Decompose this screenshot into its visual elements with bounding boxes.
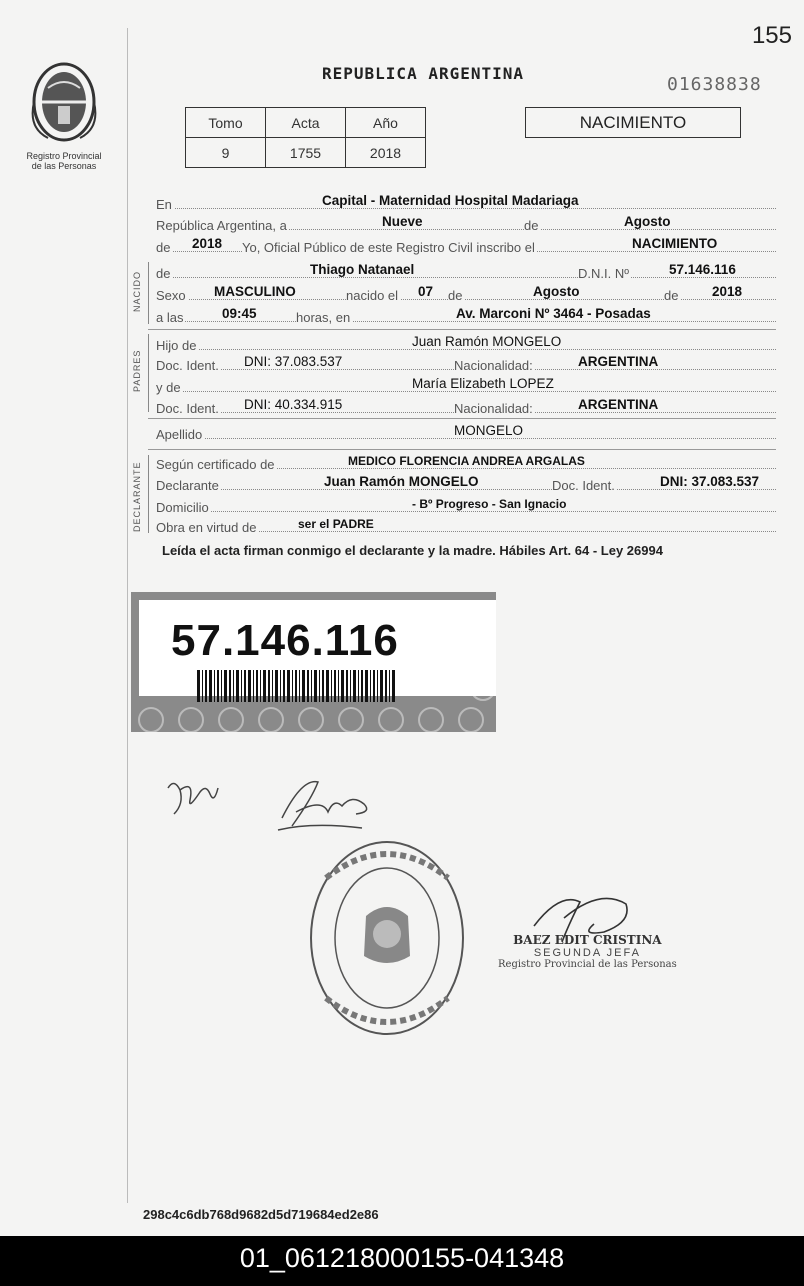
label-obra: Obra en virtud de — [156, 520, 257, 535]
declarant-signature — [160, 770, 230, 830]
side-label-nacido: NACIDO — [132, 270, 142, 312]
id-barcode-sticker — [131, 592, 496, 732]
line-time — [156, 307, 776, 325]
registry-logo — [22, 58, 106, 171]
label-declarante: Declarante — [156, 478, 219, 493]
table-header-anio: Año — [346, 108, 426, 138]
document-hash: 298c4c6db768d9682d5d719684ed2e86 — [143, 1207, 379, 1222]
birth-month: Agosto — [533, 284, 580, 299]
line-sex — [156, 285, 776, 303]
label-hijo-de: Hijo de — [156, 338, 197, 353]
child-dni: 57.146.116 — [669, 262, 736, 277]
table-value-row — [186, 138, 426, 168]
inscribed-act: NACIMIENTO — [632, 236, 718, 251]
father-nationality: ARGENTINA — [578, 354, 659, 369]
label-republica: República Argentina, a — [156, 218, 287, 233]
label-en: En — [156, 197, 172, 212]
label-de-month: de — [664, 288, 679, 303]
label-nacionalidad-father: Nacionalidad: — [454, 358, 533, 373]
label-domicilio: Domicilio — [156, 500, 209, 515]
birth-address: Av. Marconi Nº 3464 - Posadas — [456, 306, 651, 321]
line-surname — [156, 424, 776, 442]
serial-number: 01638838 — [667, 74, 762, 95]
declarant-domicile: - Bº Progreso - San Ignacio — [412, 497, 567, 511]
mother-nationality: ARGENTINA — [578, 397, 659, 412]
birth-place: Capital - Maternidad Hospital Madariaga — [322, 193, 579, 208]
barcode-number: 57.146.116 — [171, 616, 399, 665]
mother-doc: DNI: 40.334.915 — [244, 397, 343, 412]
table-value-acta: 1755 — [266, 138, 346, 168]
document-title: REPUBLICA ARGENTINA — [322, 64, 525, 83]
section-divider — [148, 449, 776, 450]
line-father-doc — [156, 355, 776, 373]
padres-bracket — [148, 334, 149, 412]
label-apellido: Apellido — [156, 427, 203, 442]
label-doc-ident-declarant: Doc. Ident. — [552, 478, 615, 493]
line-mother — [156, 377, 776, 395]
table-header-tomo: Tomo — [186, 108, 266, 138]
child-sex: MASCULINO — [214, 284, 296, 299]
table-value-tomo: 9 — [186, 138, 266, 168]
line-certificate — [156, 454, 776, 472]
table-value-anio: 2018 — [346, 138, 426, 168]
line-name — [156, 263, 776, 281]
label-de-name: de — [156, 266, 171, 281]
declarant-name: Juan Ramón MONGELO — [324, 474, 479, 489]
registrar-block — [498, 933, 677, 970]
label-a-las: a las — [156, 310, 184, 325]
footer-id-bar: 01_061218000155-041348 — [0, 1236, 804, 1286]
surname: MONGELO — [454, 423, 524, 438]
line-mother-doc — [156, 398, 776, 416]
label-doc-ident-father: Doc. Ident. — [156, 358, 219, 373]
line-date — [156, 215, 776, 233]
line-domicile — [156, 497, 776, 515]
father-name: Juan Ramón MONGELO — [412, 334, 562, 349]
logo-caption: Registro Provincial de las Personas — [26, 151, 102, 171]
side-label-padres: PADRES — [132, 349, 142, 392]
certificate-by: MEDICO FLORENCIA ANDREA ARGALAS — [348, 454, 585, 468]
label-dni: D.N.I. Nº — [578, 266, 629, 281]
child-name: Thiago Natanael — [310, 262, 415, 277]
side-label-declarante: DECLARANTE — [132, 461, 142, 532]
label-de-day: de — [448, 288, 463, 303]
coat-of-arms-icon — [28, 58, 100, 146]
margin-line — [127, 28, 128, 1203]
label-nacido-el: nacido el — [346, 288, 399, 303]
official-seal-stamp — [306, 838, 468, 1038]
label-sexo: Sexo — [156, 288, 186, 303]
table-header-acta: Acta — [266, 108, 346, 138]
line-father — [156, 335, 776, 353]
label-y-de: y de — [156, 380, 181, 395]
line-place — [156, 194, 776, 212]
closing-text: Leída el acta firman conmigo el declarante y la madre. Hábiles Art. 64 - Ley 26994 — [162, 543, 663, 558]
section-divider — [148, 329, 776, 330]
birth-time: 09:45 — [222, 306, 257, 321]
nacido-bracket — [148, 262, 149, 324]
registrar-role: SEGUNDA JEFA — [533, 947, 641, 959]
page-number: 155 — [751, 22, 792, 49]
record-table — [185, 107, 426, 168]
label-horas-en: horas, en — [296, 310, 351, 325]
table-header-row — [186, 108, 426, 138]
month: Agosto — [624, 214, 671, 229]
label-segun: Según certificado de — [156, 457, 275, 472]
registrar-office: Registro Provincial de las Personas — [498, 959, 677, 970]
mother-name: María Elizabeth LOPEZ — [412, 376, 554, 391]
act-type-box: NACIMIENTO — [525, 107, 741, 138]
birth-day: 07 — [418, 284, 434, 299]
declarante-bracket — [148, 455, 149, 533]
declarant-capacity: ser el PADRE — [298, 517, 374, 531]
label-yo: Yo, Oficial Público de este Registro Civil inscribo el — [242, 240, 535, 255]
label-de-year: de — [156, 240, 171, 255]
barcode-icon — [197, 670, 397, 702]
day-word: Nueve — [382, 214, 423, 229]
label-doc-ident-mother: Doc. Ident. — [156, 401, 219, 416]
label-nacionalidad-mother: Nacionalidad: — [454, 401, 533, 416]
line-year — [156, 237, 776, 255]
year: 2018 — [192, 236, 223, 251]
birth-year: 2018 — [712, 284, 743, 299]
barcode-label-area — [139, 600, 496, 696]
mother-signature — [272, 768, 382, 838]
line-declarant — [156, 475, 776, 493]
label-de: de — [524, 218, 539, 233]
father-doc: DNI: 37.083.537 — [244, 354, 343, 369]
line-capacity — [156, 517, 776, 535]
declarant-doc: DNI: 37.083.537 — [660, 474, 760, 489]
section-divider — [148, 418, 776, 419]
registrar-name: BAEZ EDIT CRISTINA — [513, 933, 662, 947]
